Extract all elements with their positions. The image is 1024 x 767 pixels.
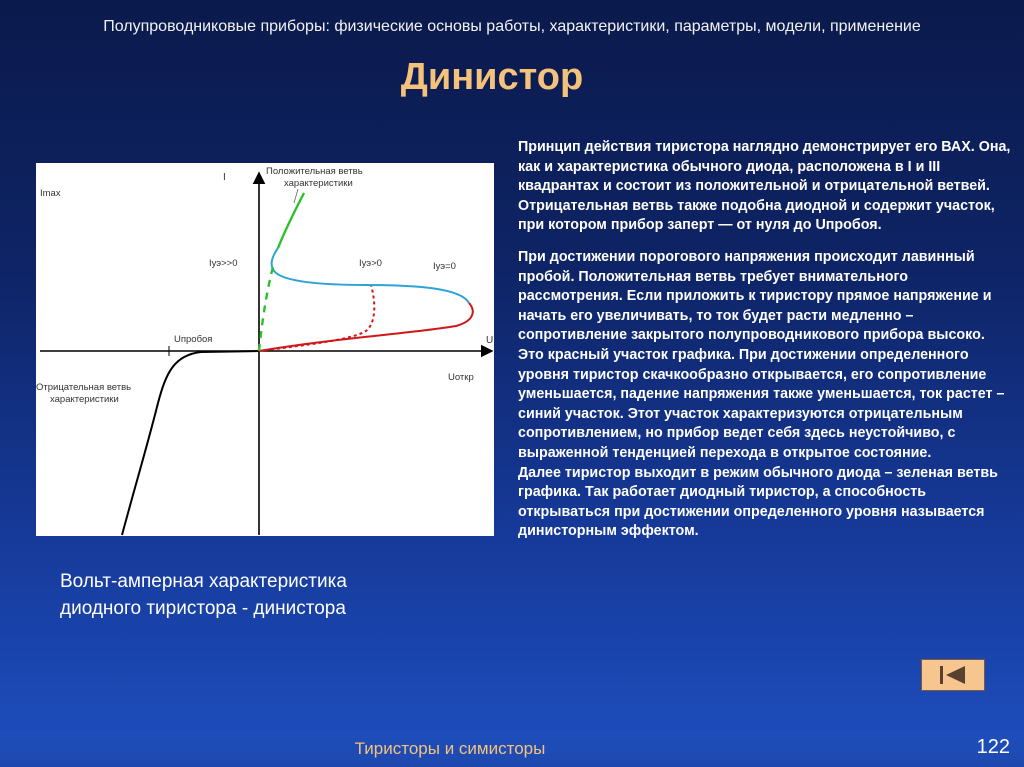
- label-pos-branch-1: Положительная ветвь: [266, 166, 363, 177]
- label-imax: Imax: [40, 188, 61, 199]
- green-dashed-branch-curve: [259, 263, 274, 351]
- negative-branch-curve: [122, 351, 259, 535]
- iv-graph: [36, 163, 494, 536]
- slide-header-subject: Полупроводниковые приборы: физические основы работы, характеристики, параметры, модели, применение: [103, 18, 921, 35]
- slide-title: Динистор: [400, 56, 584, 98]
- label-uprob: Uпробоя: [174, 334, 213, 345]
- red-dotted-branch-curve: [259, 285, 374, 351]
- slide-body-text: [518, 138, 1012, 554]
- paragraph-1: Принцип действия тиристора наглядно демонстрирует его ВАХ. Она, как и характеристика обычного диода, расположена в I и III квадрантах и состоит из положительной и отрицательной ветвей. Отрицательная ветвь также подобна диодной и содержит участок, при котором прибор заперт — от нуля до Uпробоя.: [518, 139, 1011, 234]
- paragraph-3: Далее тиристор выходит в режим обычного диода – зеленая ветвь графика. Так работает диодный тиристор, а способность открываться при достижении определенного уровня называется динисторным эффектом.: [518, 464, 998, 540]
- label-iue-large: Iуэ>>0: [209, 258, 238, 269]
- label-iue-zero: Iуэ=0: [433, 261, 456, 272]
- iv-characteristic-figure: [36, 163, 494, 536]
- red-branch-curve: [259, 303, 473, 351]
- blue-branch-curve: [272, 248, 469, 303]
- pos-branch-leader: [294, 189, 298, 203]
- label-pos-branch-2: характеристики: [284, 178, 353, 189]
- label-uotkr: Uоткр: [448, 372, 474, 383]
- skip-back-icon: [936, 663, 970, 687]
- label-iue-pos: Iуэ>0: [359, 258, 382, 269]
- caption-line-1: Вольт-амперная характеристика: [60, 571, 347, 592]
- label-u-axis: U: [486, 335, 494, 346]
- paragraph-2: При достижении порогового напряжения происходит лавинный пробой. Положительная ветвь требует внимательного рассмотрения. Если приложить к тиристору прямое напряжение и начать его увеличивать, то ток будет расти медленно – сопротивление закрытого полупроводникового прибора высоко. Это красный участок графика. При достижении определенного уровня тиристор скачкообразно открывается, его сопротивление уменьшается, падение напряжения также уменьшается, ток растет – синий участок. Этот участок характеризуются отрицательным сопротивлением, но прибор ведет себя здесь неустойчиво, с выраженной тенденцией перехода в открытое состояние.: [518, 248, 1005, 461]
- label-neg-branch-1: Отрицательная ветвь: [36, 382, 132, 393]
- caption-line-2: диодного тиристора - динистора: [60, 598, 346, 619]
- label-neg-branch-2: характеристики: [50, 394, 119, 405]
- figure-caption: [60, 568, 440, 622]
- green-branch-curve: [278, 193, 304, 248]
- label-i-axis: I: [223, 172, 226, 183]
- page-number: 122: [976, 736, 1010, 758]
- footer-title: Тиристоры и симисторы: [354, 739, 546, 758]
- back-to-start-button[interactable]: [921, 659, 985, 691]
